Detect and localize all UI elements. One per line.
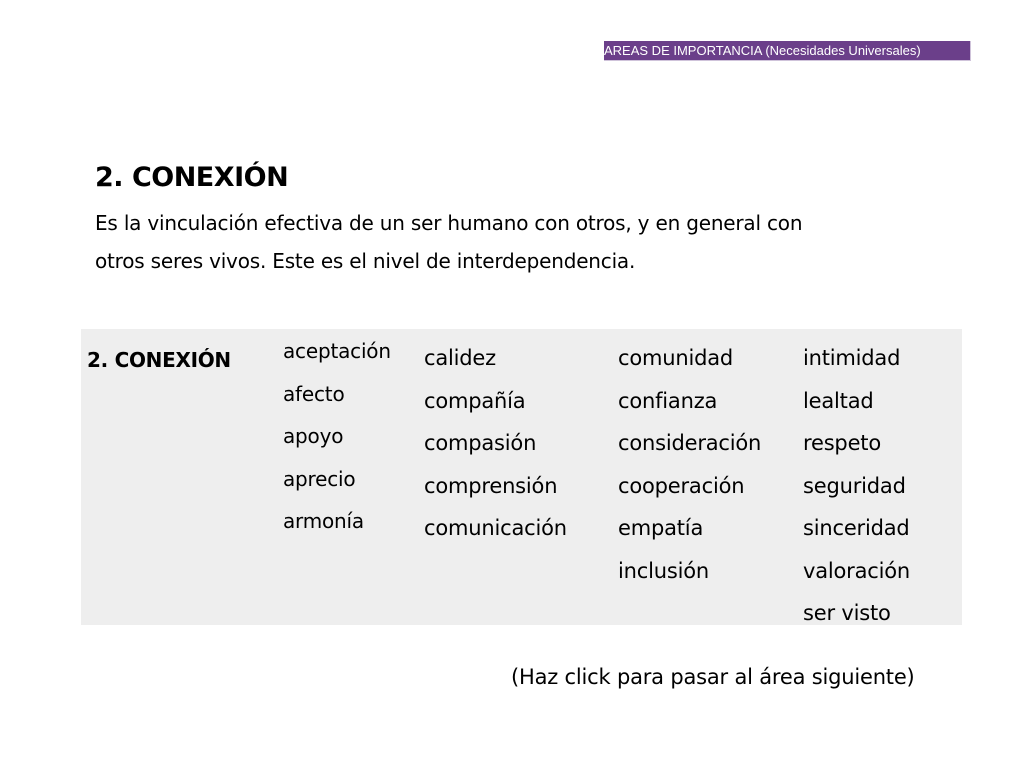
need-item: compasión bbox=[424, 431, 537, 455]
need-item: confianza bbox=[618, 388, 718, 413]
needs-column-4 bbox=[803, 337, 910, 635]
need-item: comunidad bbox=[618, 346, 734, 370]
description-line: otros seres vivos. Este es el nivel de interdependencia. bbox=[95, 249, 636, 273]
need-item: compañía bbox=[424, 388, 526, 413]
need-item: valoración bbox=[803, 558, 911, 583]
need-item: empatía bbox=[618, 516, 704, 540]
need-item: aceptación bbox=[283, 339, 391, 363]
need-item: inclusión bbox=[618, 558, 709, 583]
next-area-link[interactable]: (Haz click para pasar al área siguiente) bbox=[511, 665, 915, 689]
need-item: seguridad bbox=[803, 473, 906, 498]
needs-column-3 bbox=[618, 337, 761, 592]
need-item: intimidad bbox=[803, 346, 901, 370]
description-line: Es la vinculación efectiva de un ser humano con otros, y en general con bbox=[95, 211, 803, 235]
needs-table bbox=[81, 329, 962, 625]
need-item: respeto bbox=[803, 431, 881, 455]
need-item: consideración bbox=[618, 431, 762, 455]
table-label: 2. CONEXIÓN bbox=[87, 348, 231, 372]
need-item: sinceridad bbox=[803, 516, 910, 540]
need-item: afecto bbox=[283, 381, 345, 406]
need-item: armonía bbox=[283, 509, 364, 533]
needs-column-1 bbox=[283, 330, 391, 543]
need-item: lealtad bbox=[803, 388, 874, 413]
need-item: apoyo bbox=[283, 424, 344, 448]
need-item: aprecio bbox=[283, 466, 356, 491]
needs-column-2 bbox=[424, 337, 567, 550]
section-title: 2. CONEXIÓN bbox=[95, 162, 289, 193]
need-item: ser visto bbox=[803, 601, 891, 625]
need-item: cooperación bbox=[618, 473, 745, 498]
need-item: comunicación bbox=[424, 516, 567, 540]
header-tag: AREAS DE IMPORTANCIA (Necesidades Universales) bbox=[604, 41, 971, 61]
need-item: comprensión bbox=[424, 473, 558, 498]
need-item: calidez bbox=[424, 346, 496, 370]
section-description bbox=[95, 204, 915, 280]
